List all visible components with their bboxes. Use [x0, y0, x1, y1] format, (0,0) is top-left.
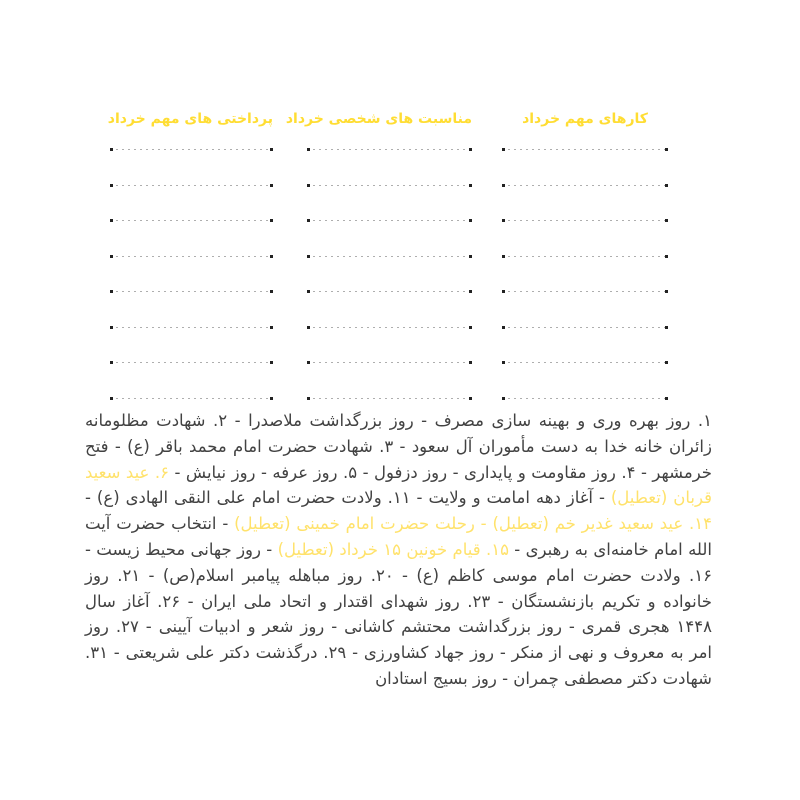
- column-payments: [107, 106, 273, 399]
- blank-entry-line: [110, 185, 273, 186]
- holiday-highlight-text: ۶. عید سعید قربان (تعطیل): [85, 462, 712, 508]
- blank-entry-line: [502, 220, 668, 221]
- blank-entry-line: [110, 398, 273, 399]
- blank-entry-line: [307, 362, 472, 363]
- occasion-text: ۱. روز بهره وری و بهینه سازی مصرف - روز بزرگداشت ملاصدرا - ۲. شهادت مظلومانه زائران خانه خدا به دست مأموران آل سعود - ۳. شهادت حضرت امام محمد باقر (ع) - فتح خرمشهر - ۴. روز مقاومت و پایداری - روز دزفول - ۵. روز عرفه - روز نیایش -: [85, 411, 712, 482]
- khordad-occasions-paragraph: [85, 408, 712, 692]
- column-personal: [285, 106, 472, 399]
- column-rows: [110, 149, 273, 399]
- holiday-highlight-text: ۱۴. عید سعید غدیر خم (تعطیل) - رحلت حضرت امام خمینی (تعطیل): [234, 514, 712, 534]
- blank-entry-line: [307, 256, 472, 257]
- blank-entry-line: [307, 398, 472, 399]
- holiday-highlight-text: ۱۵. قیام خونین ۱۵ خرداد (تعطیل): [277, 539, 509, 559]
- column-rows: [502, 149, 668, 399]
- blank-entry-line: [110, 256, 273, 257]
- blank-entry-line: [307, 185, 472, 186]
- blank-entry-line: [110, 220, 273, 221]
- blank-entry-line: [110, 149, 273, 150]
- blank-entry-line: [502, 149, 668, 150]
- blank-entry-line: [307, 291, 472, 292]
- column-title-payments: پرداختی های مهم خرداد: [107, 111, 273, 127]
- blank-entry-line: [502, 327, 668, 328]
- blank-entry-line: [502, 256, 668, 257]
- blank-entry-line: [502, 291, 668, 292]
- blank-entry-line: [502, 362, 668, 363]
- column-tasks: [502, 106, 668, 399]
- blank-entry-line: [307, 327, 472, 328]
- blank-entry-line: [502, 398, 668, 399]
- blank-entry-line: [502, 185, 668, 186]
- column-rows: [307, 149, 472, 399]
- blank-entry-line: [110, 327, 273, 328]
- occasion-text: - روز جهانی محیط زیست - ۱۶. ولادت حضرت امام موسی کاظم (ع) - ۲۰. روز مباهله پیامبر اسلام(ص) - ۲۱. روز خانواده و تکریم بازنشستگان - ۲۳. روز شهدای اقتدار و اتحاد ملی ایران - ۲۶. آغاز سال ۱۴۴۸ هجری قمری - روز بزرگداشت محتشم کاشانی - روز شعر و ادبیات آیینی - ۲۷. روز امر به معروف و نهی از منکر - روز جهاد کشاورزی - ۲۹. درگذشت دکتر علی شریعتی - ۳۱. شهادت دکتر مصطفی چمران - روز بسیج استادان: [85, 539, 713, 688]
- blank-entry-line: [110, 291, 273, 292]
- occasion-text: - انتخاب حضرت آیت الله امام خامنه‌ای به رهبری -: [85, 514, 712, 559]
- column-title-personal: مناسبت های شخصی خرداد: [285, 111, 472, 127]
- column-title-tasks: کارهای مهم خرداد: [522, 111, 648, 127]
- blank-entry-line: [110, 362, 273, 363]
- blank-entry-line: [307, 149, 472, 150]
- blank-entry-line: [307, 220, 472, 221]
- occasion-text: - آغاز دهه امامت و ولایت - ۱۱. ولادت حضرت امام علی النقی الهادی (ع) -: [85, 488, 611, 508]
